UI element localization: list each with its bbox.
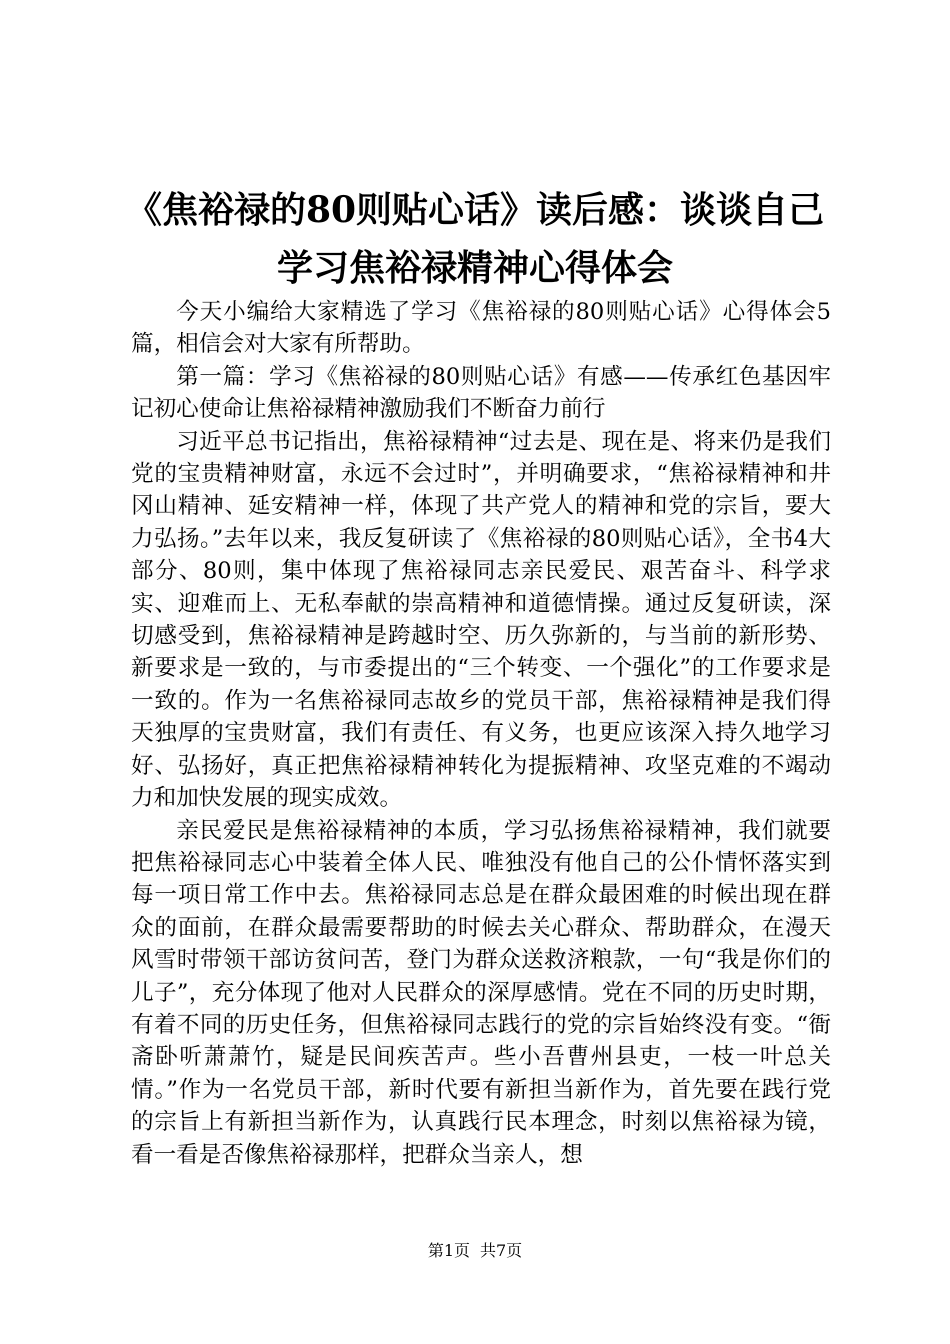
paragraph: 习近平总书记指出，焦裕禄精神“过去是、现在是、将来仍是我们党的宝贵精神财富，永远不会过时”，并明确要求，“焦裕禄精神和井冈山精神、延安精神一样，体现了共产党人的精神和党的宗旨，要大力弘扬。”去年以来，我反复研读了《焦裕禄的80则贴心话》，全书4大部分、80则，集中体现了焦裕禄同志亲民爱民、艰苦奋斗、科学求实、迎难而上、无私奉献的崇高精神和道德情操。通过反复研读，深切感受到，焦裕禄精神是跨越时空、历久弥新的，与当前的新形势、新要求是一致的，与市委提出的“三个转变、一个强化”的工作要求是一致的。作为一名焦裕禄同志故乡的党员干部，焦裕禄精神是我们得天独厚的宝贵财富，我们有责任、有义务，也更应该深入持久地学习好、弘扬好，真正把焦裕禄精神转化为提振精神、攻坚克难的不竭动力和加快发展的现实成效。 [131, 428, 831, 812]
page-footer [0, 1241, 950, 1261]
document-body [131, 296, 831, 1171]
paragraph-intro: 今天小编给大家精选了学习《焦裕禄的80则贴心话》心得体会5篇，相信会对大家有所帮助。 [131, 299, 831, 358]
title-line-2: 学习焦裕禄精神心得体会 [276, 247, 673, 289]
title-line-1: 《焦裕禄的80则贴心话》读后感：谈谈自己 [125, 189, 825, 231]
page-number: 第1页 [427, 1241, 470, 1260]
page-total: 共7页 [480, 1241, 523, 1260]
paragraph-section-heading: 第一篇：学习《焦裕禄的80则贴心话》有感——传承红色基因牢记初心使命让焦裕禄精神激励我们不断奋力前行 [131, 363, 831, 423]
paragraph: 亲民爱民是焦裕禄精神的本质，学习弘扬焦裕禄精神，我们就要把焦裕禄同志心中装着全体人民、唯独没有他自己的公仆情怀落实到每一项日常工作中去。焦裕禄同志总是在群众最困难的时候出现在群众的面前，在群众最需要帮助的时候去关心群众、帮助群众，在漫天风雪时带领干部访贫问苦，登门为群众送救济粮款，一句“我是你们的儿子”，充分体现了他对人民群众的深厚感情。党在不同的历史时期，有着不同的历史任务，但焦裕禄同志践行的党的宗旨始终没有变。“衙斋卧听萧萧竹，疑是民间疾苦声。些小吾曹州县吏，一枝一叶总关情。”作为一名党员干部，新时代要有新担当新作为，首先要在践行党的宗旨上有新担当新作为，认真践行民本理念，时刻以焦裕禄为镜，看一看是否像焦裕禄那样，把群众当亲人，想 [131, 817, 831, 1168]
